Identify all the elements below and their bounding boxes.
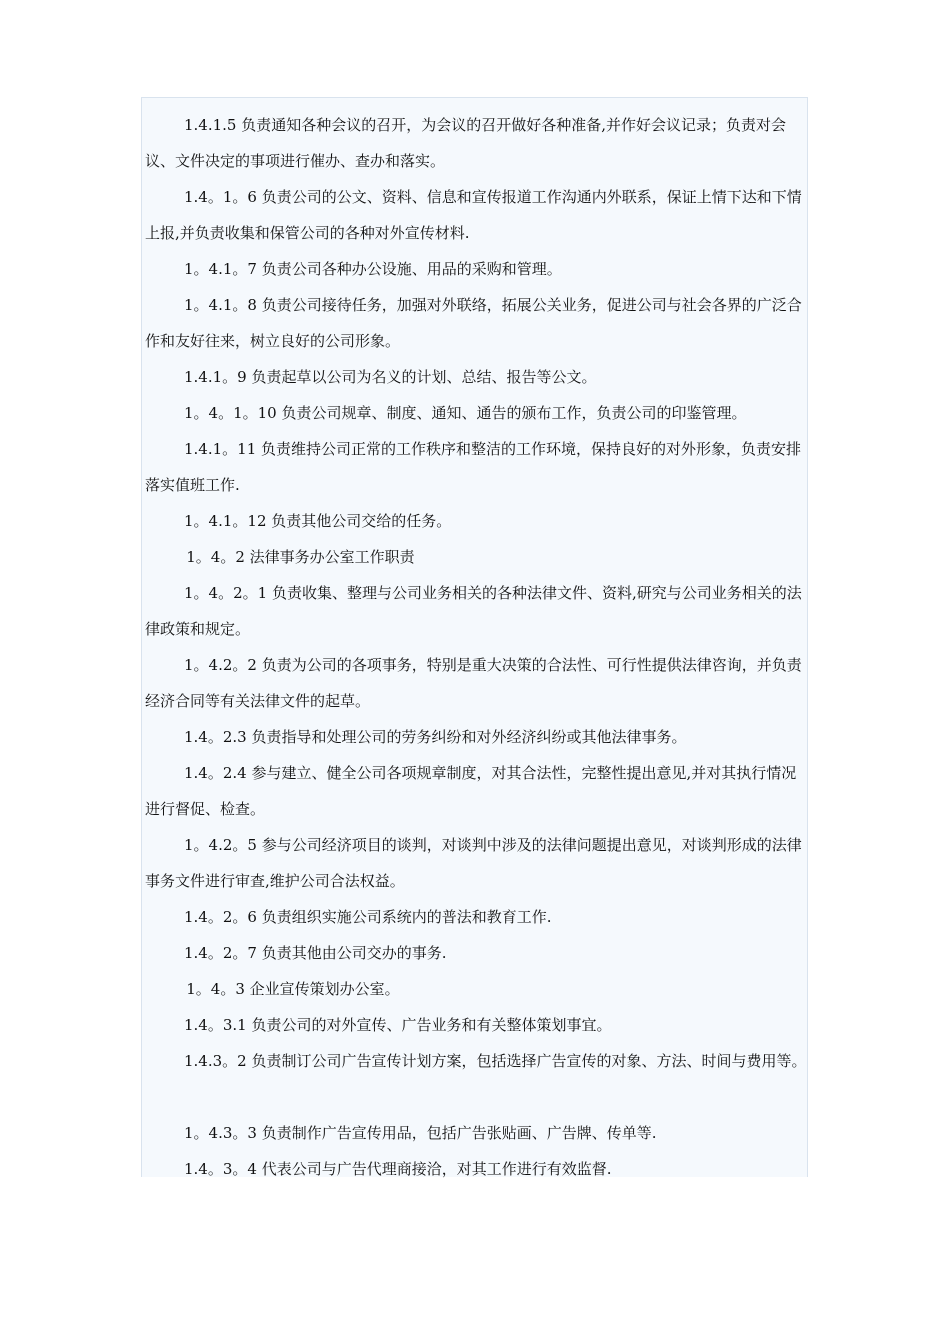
paragraph-1-4-3-2: 1.4.3。2 负责制订公司广告宣传计划方案，包括选择广告宣传的对象、方法、时间与费用等。 [184, 1052, 807, 1070]
paragraph-1-4-2-6: 1.4。2。6 负责组织实施公司系统内的普法和教育工作. [184, 908, 552, 926]
paragraph-1-4-2-3: 1.4。2.3 负责指导和处理公司的劳务纠纷和对外经济纠纷或其他法律事务。 [184, 728, 687, 746]
paragraph-1-4-1-12: 1。4.1。12 负责其他公司交给的任务。 [184, 512, 452, 530]
paragraph-1-4-2-4: 1.4。2.4 参与建立、健全公司各项规章制度，对其合法性，完整性提出意见,并对其执行情况进行督促、检查。 [145, 764, 797, 818]
section-heading-1-4-2: 1。4。2 法律事务办公室工作职责 [186, 548, 415, 566]
section-heading-1-4-3: 1。4。3 企业宣传策划办公室。 [186, 980, 400, 998]
paragraph-1-4-1-11: 1.4.1。11 负责维持公司正常的工作秩序和整洁的工作环境，保持良好的对外形象，负责安排落实值班工作. [145, 440, 802, 494]
paragraph-1-4-3-3: 1。4.3。3 负责制作广告宣传用品，包括广告张贴画、广告牌、传单等. [184, 1124, 657, 1142]
paragraph-1-4-1-7: 1。4.1。7 负责公司各种办公设施、用品的采购和管理。 [184, 260, 562, 278]
paragraph-1-4-3-1: 1.4。3.1 负责公司的对外宣传、广告业务和有关整体策划事宜。 [184, 1016, 612, 1034]
paragraph-1-4-2-5: 1。4.2。5 参与公司经济项目的谈判，对谈判中涉及的法律问题提出意见，对谈判形成的法律事务文件进行审查,维护公司合法权益。 [145, 836, 802, 890]
paragraph-1-4-1-5: 1.4.1.5 负责通知各种会议的召开，为会议的召开做好各种准备,并作好会议记录；负责对会议、文件决定的事项进行催办、查办和落实。 [145, 116, 787, 170]
paragraph-1-4-1-6: 1.4。1。6 负责公司的公文、资料、信息和宣传报道工作沟通内外联系，保证上情下达和下情上报,并负责收集和保管公司的各种对外宣传材料. [145, 188, 802, 242]
paragraph-1-4-1-8: 1。4.1。8 负责公司接待任务，加强对外联络，拓展公关业务，促进公司与社会各界的广泛合作和友好往来，树立良好的公司形象。 [145, 296, 802, 350]
paragraph-1-4-2-2: 1。4.2。2 负责为公司的各项事务，特别是重大决策的合法性、可行性提供法律咨询，并负责经济合同等有关法律文件的起草。 [145, 656, 802, 710]
paragraph-1-4-2-1: 1。4。2。1 负责收集、整理与公司业务相关的各种法律文件、资料,研究与公司业务相关的法律政策和规定。 [145, 584, 802, 638]
paragraph-1-4-1-10: 1。4。1。10 负责公司规章、制度、通知、通告的颁布工作，负责公司的印鉴管理。 [184, 404, 747, 422]
document-text-block [141, 97, 808, 1177]
paragraph-1-4-1-9: 1.4.1。9 负责起草以公司为名义的计划、总结、报告等公文。 [184, 368, 597, 386]
paragraph-1-4-3-4: 1.4。3。4 代表公司与广告代理商接洽，对其工作进行有效监督. [184, 1160, 612, 1178]
paragraph-1-4-2-7: 1.4。2。7 负责其他由公司交办的事务. [184, 944, 447, 962]
